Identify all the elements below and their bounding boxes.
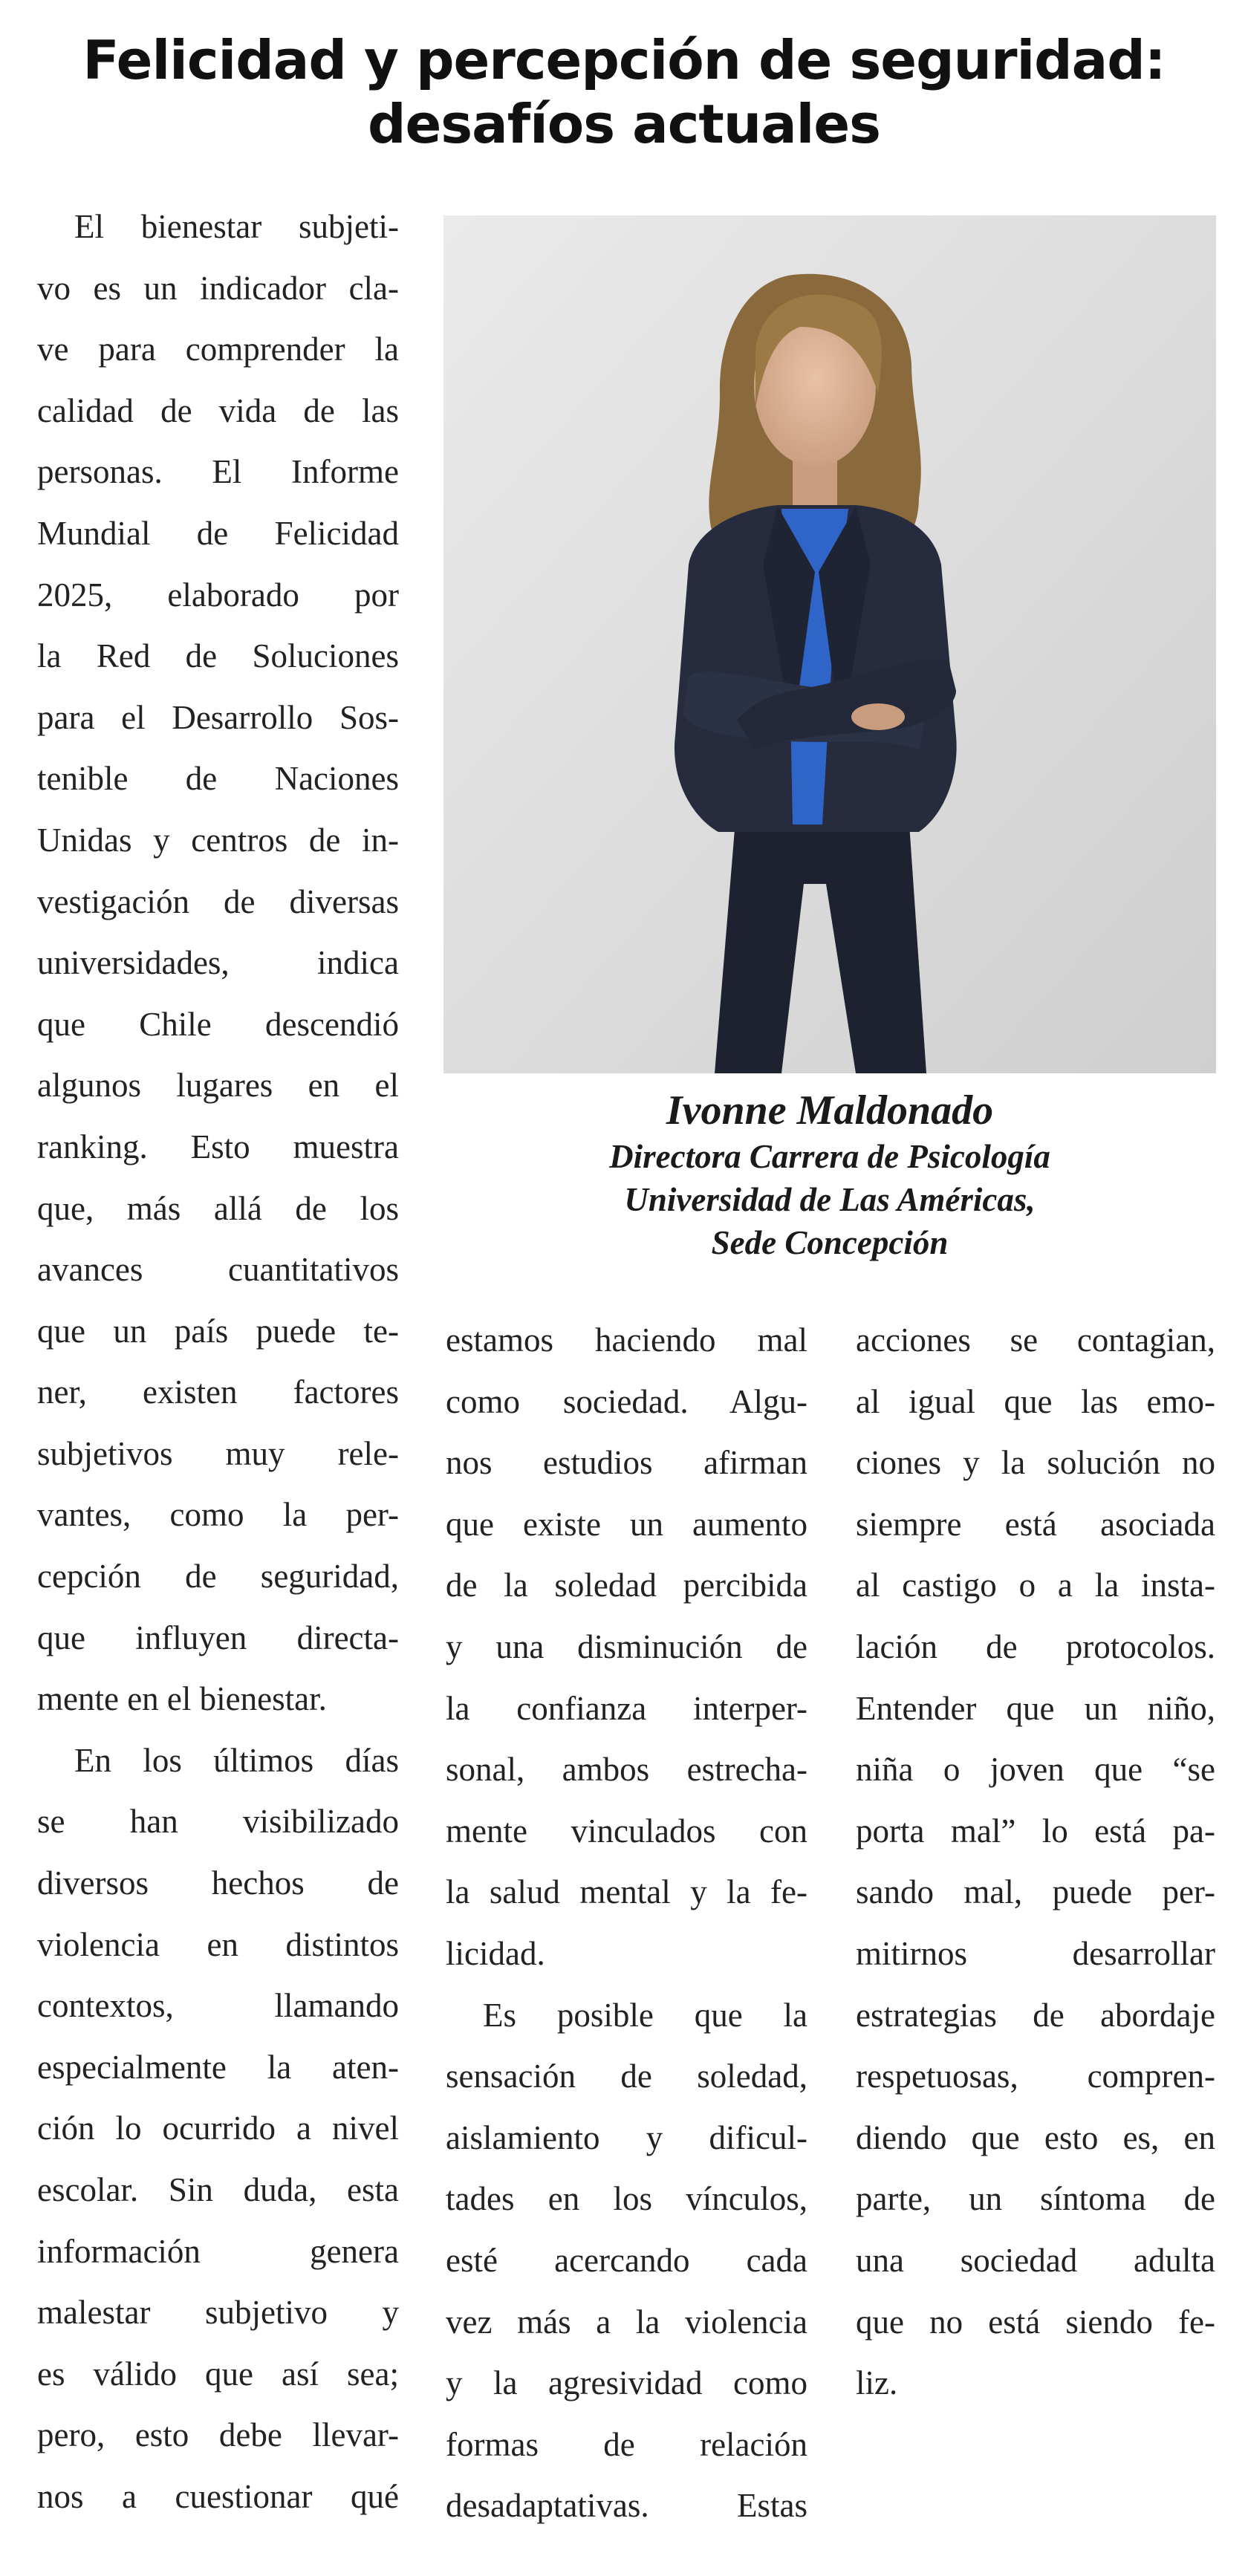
text-line: ranking. Esto muestra: [37, 1128, 399, 1165]
text-line: especialmente la aten-: [37, 2048, 399, 2086]
text-line: que no está siendo fe-: [856, 2303, 1215, 2341]
text-line: la confianza interper-: [446, 1689, 807, 1727]
text-line: la salud mental y la fe-: [446, 1873, 807, 1911]
text-line: la Red de Soluciones: [37, 637, 399, 675]
text-line: parte, un síntoma de: [856, 2180, 1215, 2218]
text-line: sonal, ambos estrecha-: [446, 1751, 807, 1789]
text-line: siempre está asociada: [856, 1505, 1215, 1543]
text-line: universidades, indica: [37, 944, 399, 982]
caption-name: Ivonne Maldonado: [666, 1087, 994, 1133]
text-line: estamos haciendo mal: [446, 1321, 807, 1359]
text-line: tenible de Naciones: [37, 760, 399, 798]
text-line: información genera: [37, 2232, 399, 2270]
text-line: sensación de soledad,: [446, 2058, 807, 2095]
article-column-3: [856, 1310, 1215, 2414]
portrait-illustration: [443, 215, 1216, 1073]
text-line: En los últimos días: [74, 1741, 399, 1779]
text-line: diversos hechos de: [37, 1864, 399, 1902]
headline-line-2: desafíos actuales: [367, 93, 881, 155]
text-line: Es posible que la: [483, 1996, 807, 2034]
text-line: Unidas y centros de in-: [37, 821, 399, 859]
text-line: que un país puede te-: [37, 1312, 399, 1350]
text-line: que, más allá de los: [37, 1189, 399, 1227]
text-line: al castigo o a la insta-: [856, 1567, 1215, 1604]
text-line: se han visibilizado: [37, 1803, 399, 1841]
text-line: ner, existen factores: [37, 1373, 399, 1411]
text-line: ve para comprender la: [37, 331, 399, 368]
text-line: ciones y la solución no: [856, 1444, 1215, 1482]
text-line: cepción de seguridad,: [37, 1558, 399, 1596]
text-line: avances cuantitativos: [37, 1251, 399, 1289]
text-line: El bienestar subjeti-: [74, 208, 399, 245]
text-line: una sociedad adulta: [856, 2241, 1215, 2279]
text-line: lación de protocolos.: [856, 1627, 1215, 1665]
text-line: que existe un aumento: [446, 1505, 807, 1543]
text-line: que influyen directa-: [37, 1619, 399, 1656]
text-line: subjetivos muy rele-: [37, 1434, 399, 1472]
text-line: como sociedad. Algu-: [446, 1382, 807, 1420]
article-headline: [0, 28, 1248, 156]
text-line: mente en el bienestar.: [37, 1680, 327, 1718]
article-column-2: [446, 1310, 807, 2537]
text-line: estrategias de abordaje: [856, 1996, 1215, 2034]
text-line: calidad de vida de las: [37, 391, 399, 429]
text-line: violencia en distintos: [37, 1925, 399, 1963]
text-line: personas. El Informe: [37, 453, 399, 491]
text-line: es válido que así sea;: [37, 2355, 399, 2393]
text-line: licidad.: [446, 1934, 545, 1972]
caption-role-line-2: Universidad de Las Américas,: [624, 1181, 1036, 1218]
text-line: acciones se contagian,: [856, 1321, 1215, 1359]
text-line: vestigación de diversas: [37, 882, 399, 920]
text-line: 2025, elaborado por: [37, 576, 399, 614]
article-column-1: [37, 196, 399, 2528]
text-line: sando mal, puede per-: [856, 1873, 1215, 1911]
text-line: porta mal” lo está pa-: [856, 1812, 1215, 1850]
headline-line-1: Felicidad y percepción de seguridad:: [82, 29, 1166, 91]
portrait-photo: [443, 215, 1216, 1073]
text-line: esté acercando cada: [446, 2241, 807, 2279]
caption-role-line-1: Directora Carrera de Psicología: [609, 1138, 1050, 1175]
photo-caption: [443, 1086, 1216, 1264]
text-line: y una disminución de: [446, 1627, 807, 1665]
text-line: para el Desarrollo Sos-: [37, 698, 399, 736]
text-line: mitirnos desarrollar: [856, 1934, 1215, 1972]
text-line: al igual que las emo-: [856, 1382, 1215, 1420]
text-line: nos a cuestionar qué: [37, 2477, 399, 2515]
text-line: malestar subjetivo y: [37, 2294, 399, 2332]
text-line: liz.: [856, 2364, 898, 2402]
text-line: formas de relación: [446, 2425, 807, 2463]
text-line: niña o joven que “se: [856, 1751, 1215, 1789]
text-line: algunos lugares en el: [37, 1067, 399, 1105]
text-line: contextos, llamando: [37, 1987, 399, 2025]
text-line: vez más a la violencia: [446, 2303, 807, 2341]
text-line: desadaptativas. Estas: [446, 2487, 807, 2525]
text-line: aislamiento y dificul-: [446, 2118, 807, 2156]
text-line: respetuosas, compren-: [856, 2058, 1215, 2095]
text-line: ción lo ocurrido a nivel: [37, 2110, 399, 2147]
text-line: escolar. Sin duda, esta: [37, 2171, 399, 2208]
text-line: diendo que esto es, en: [856, 2118, 1215, 2156]
text-line: nos estudios afirman: [446, 1444, 807, 1482]
text-line: de la soledad percibida: [446, 1567, 807, 1604]
text-line: vo es un indicador cla-: [37, 269, 399, 307]
text-line: pero, esto debe llevar-: [37, 2416, 399, 2454]
text-line: tades en los vínculos,: [446, 2180, 807, 2218]
text-line: Entender que un niño,: [856, 1689, 1215, 1727]
text-line: que Chile descendió: [37, 1005, 399, 1043]
text-line: Mundial de Felicidad: [37, 514, 399, 552]
text-line: y la agresividad como: [446, 2364, 807, 2402]
text-line: vantes, como la per-: [37, 1496, 399, 1534]
caption-role-line-3: Sede Concepción: [711, 1224, 949, 1261]
text-line: mente vinculados con: [446, 1812, 807, 1850]
